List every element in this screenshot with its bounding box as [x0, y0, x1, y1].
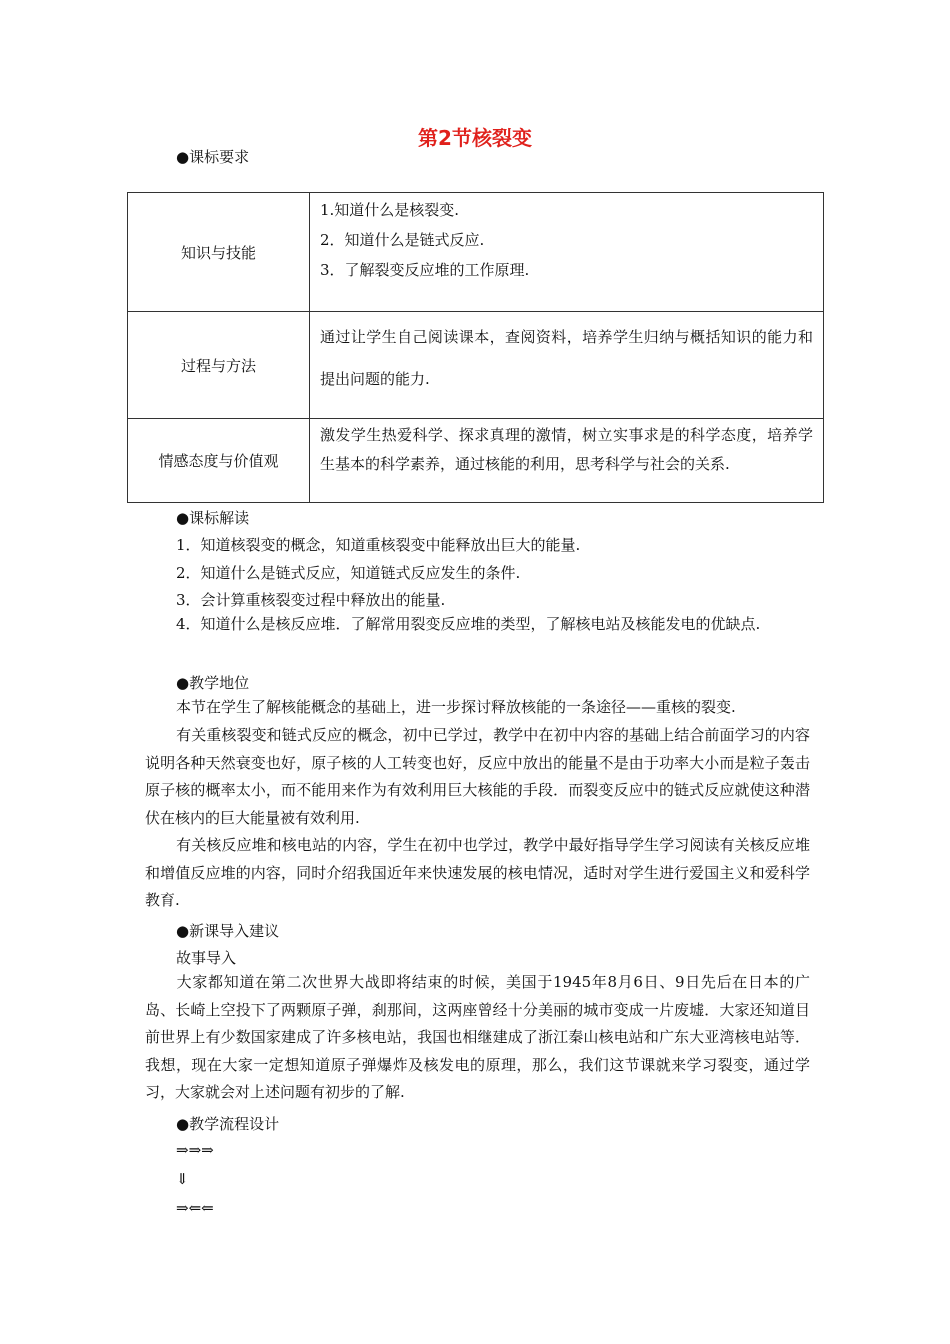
interpretation-item-2: 2．知道什么是链式反应，知道链式反应发生的条件.	[176, 564, 521, 582]
knowledge-item-2: 2．知道什么是链式反应.	[320, 231, 485, 249]
intro-paragraph: 大家都知道在第二次世界大战即将结束的时候，美国于1945年8月6日、9日先后在日本的广岛、长崎上空投下了两颗原子弹，刹那间，这两座曾经十分美丽的城市变成一片废墟．大家还知道目前世界上有少数国家建成了许多核电站，我国也相继建成了浙江秦山核电站和广东大亚湾核电站等．我想，现在大家一定想知道原子弹爆炸及核发电的原理，那么，我们这节课就来学习裂变，通过学习，大家就会对上述问题有初步的了解.	[145, 973, 810, 1101]
intro-type: 故事导入	[176, 949, 237, 967]
heading-teaching-flow: ●教学流程设计	[176, 1115, 280, 1133]
row-label-attitude: 情感态度与价值观	[128, 419, 310, 503]
position-paragraph-2: 有关重核裂变和链式反应的概念，初中已学过，教学中在初中内容的基础上结合前面学习的内容说明各种天然衰变也好，原子核的人工转变也好，反应中放出的能量不是由于功率大小而是粒子轰击原子核的概率太小，而不能用来作为有效利用巨大核能的手段．而裂变反应中的链式反应就使这种潜伏在核内的巨大能量被有效利用.	[145, 726, 810, 827]
interpretation-item-1: 1．知道核裂变的概念，知道重核裂变中能释放出巨大的能量.	[176, 536, 581, 554]
table-row-attitude	[128, 419, 824, 503]
heading-curriculum-requirements: ●课标要求	[176, 148, 250, 166]
knowledge-item-3: 3．了解裂变反应堆的工作原理.	[320, 261, 530, 279]
table-row-process	[128, 312, 824, 419]
row-label-knowledge: 知识与技能	[128, 193, 310, 312]
heading-new-lesson-intro: ●新课导入建议	[176, 922, 280, 940]
row-label-process: 过程与方法	[128, 312, 310, 419]
heading-teaching-position: ●教学地位	[176, 674, 250, 692]
page-title: 第2节核裂变	[418, 126, 532, 150]
table-row-knowledge	[128, 193, 824, 312]
interpretation-item-3: 3．会计算重核裂变过程中释放出的能量.	[176, 591, 446, 609]
heading-curriculum-interpretation: ●课标解读	[176, 509, 250, 527]
flow-line-3: ⇒⇐⇐	[176, 1199, 214, 1217]
flow-line-1: ⇒⇒⇒	[176, 1141, 214, 1159]
process-text: 通过让学生自己阅读课本，查阅资料，培养学生归纳与概括知识的能力和提出问题的能力.	[320, 328, 813, 388]
position-paragraph-3: 有关核反应堆和核电站的内容，学生在初中也学过，教学中最好指导学生学习阅读有关核反应堆和增值反应堆的内容，同时介绍我国近年来快速发展的核电情况，适时对学生进行爱国主义和爱科学教育.	[145, 836, 810, 909]
objectives-table	[127, 192, 824, 503]
attitude-text: 激发学生热爱科学、探求真理的激情，树立实事求是的科学态度，培养学生基本的科学素养，通过核能的利用，思考科学与社会的关系.	[320, 426, 813, 473]
position-paragraph-1: 本节在学生了解核能概念的基础上，进一步探讨释放核能的一条途径——重核的裂变.	[176, 698, 736, 716]
flow-line-2: ⇓	[176, 1170, 189, 1188]
interpretation-item-4: 4．知道什么是核反应堆．了解常用裂变反应堆的类型，了解核电站及核能发电的优缺点.	[176, 615, 761, 633]
knowledge-item-1: 1.知道什么是核裂变.	[320, 201, 460, 219]
